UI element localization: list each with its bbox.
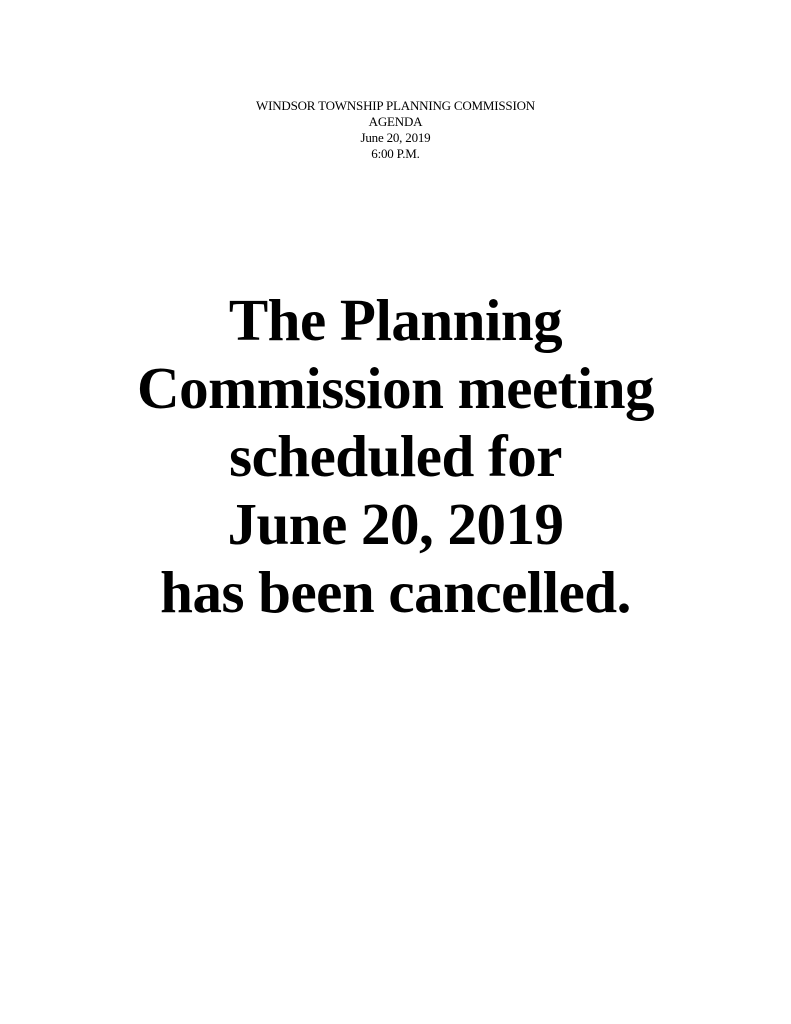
- notice-line: Commission meeting: [136, 355, 655, 421]
- organization-name: WINDSOR TOWNSHIP PLANNING COMMISSION: [256, 98, 535, 113]
- meeting-date: June 20, 2019: [360, 130, 431, 145]
- document-type: AGENDA: [368, 114, 423, 129]
- notice-line: The Planning: [228, 287, 563, 353]
- cancellation-notice: [0, 286, 791, 626]
- agenda-header: [0, 98, 791, 162]
- notice-line: scheduled for: [229, 423, 562, 489]
- notice-line: June 20, 2019: [227, 491, 564, 557]
- notice-line: has been cancelled.: [160, 559, 631, 625]
- meeting-time: 6:00 P.M.: [371, 146, 420, 161]
